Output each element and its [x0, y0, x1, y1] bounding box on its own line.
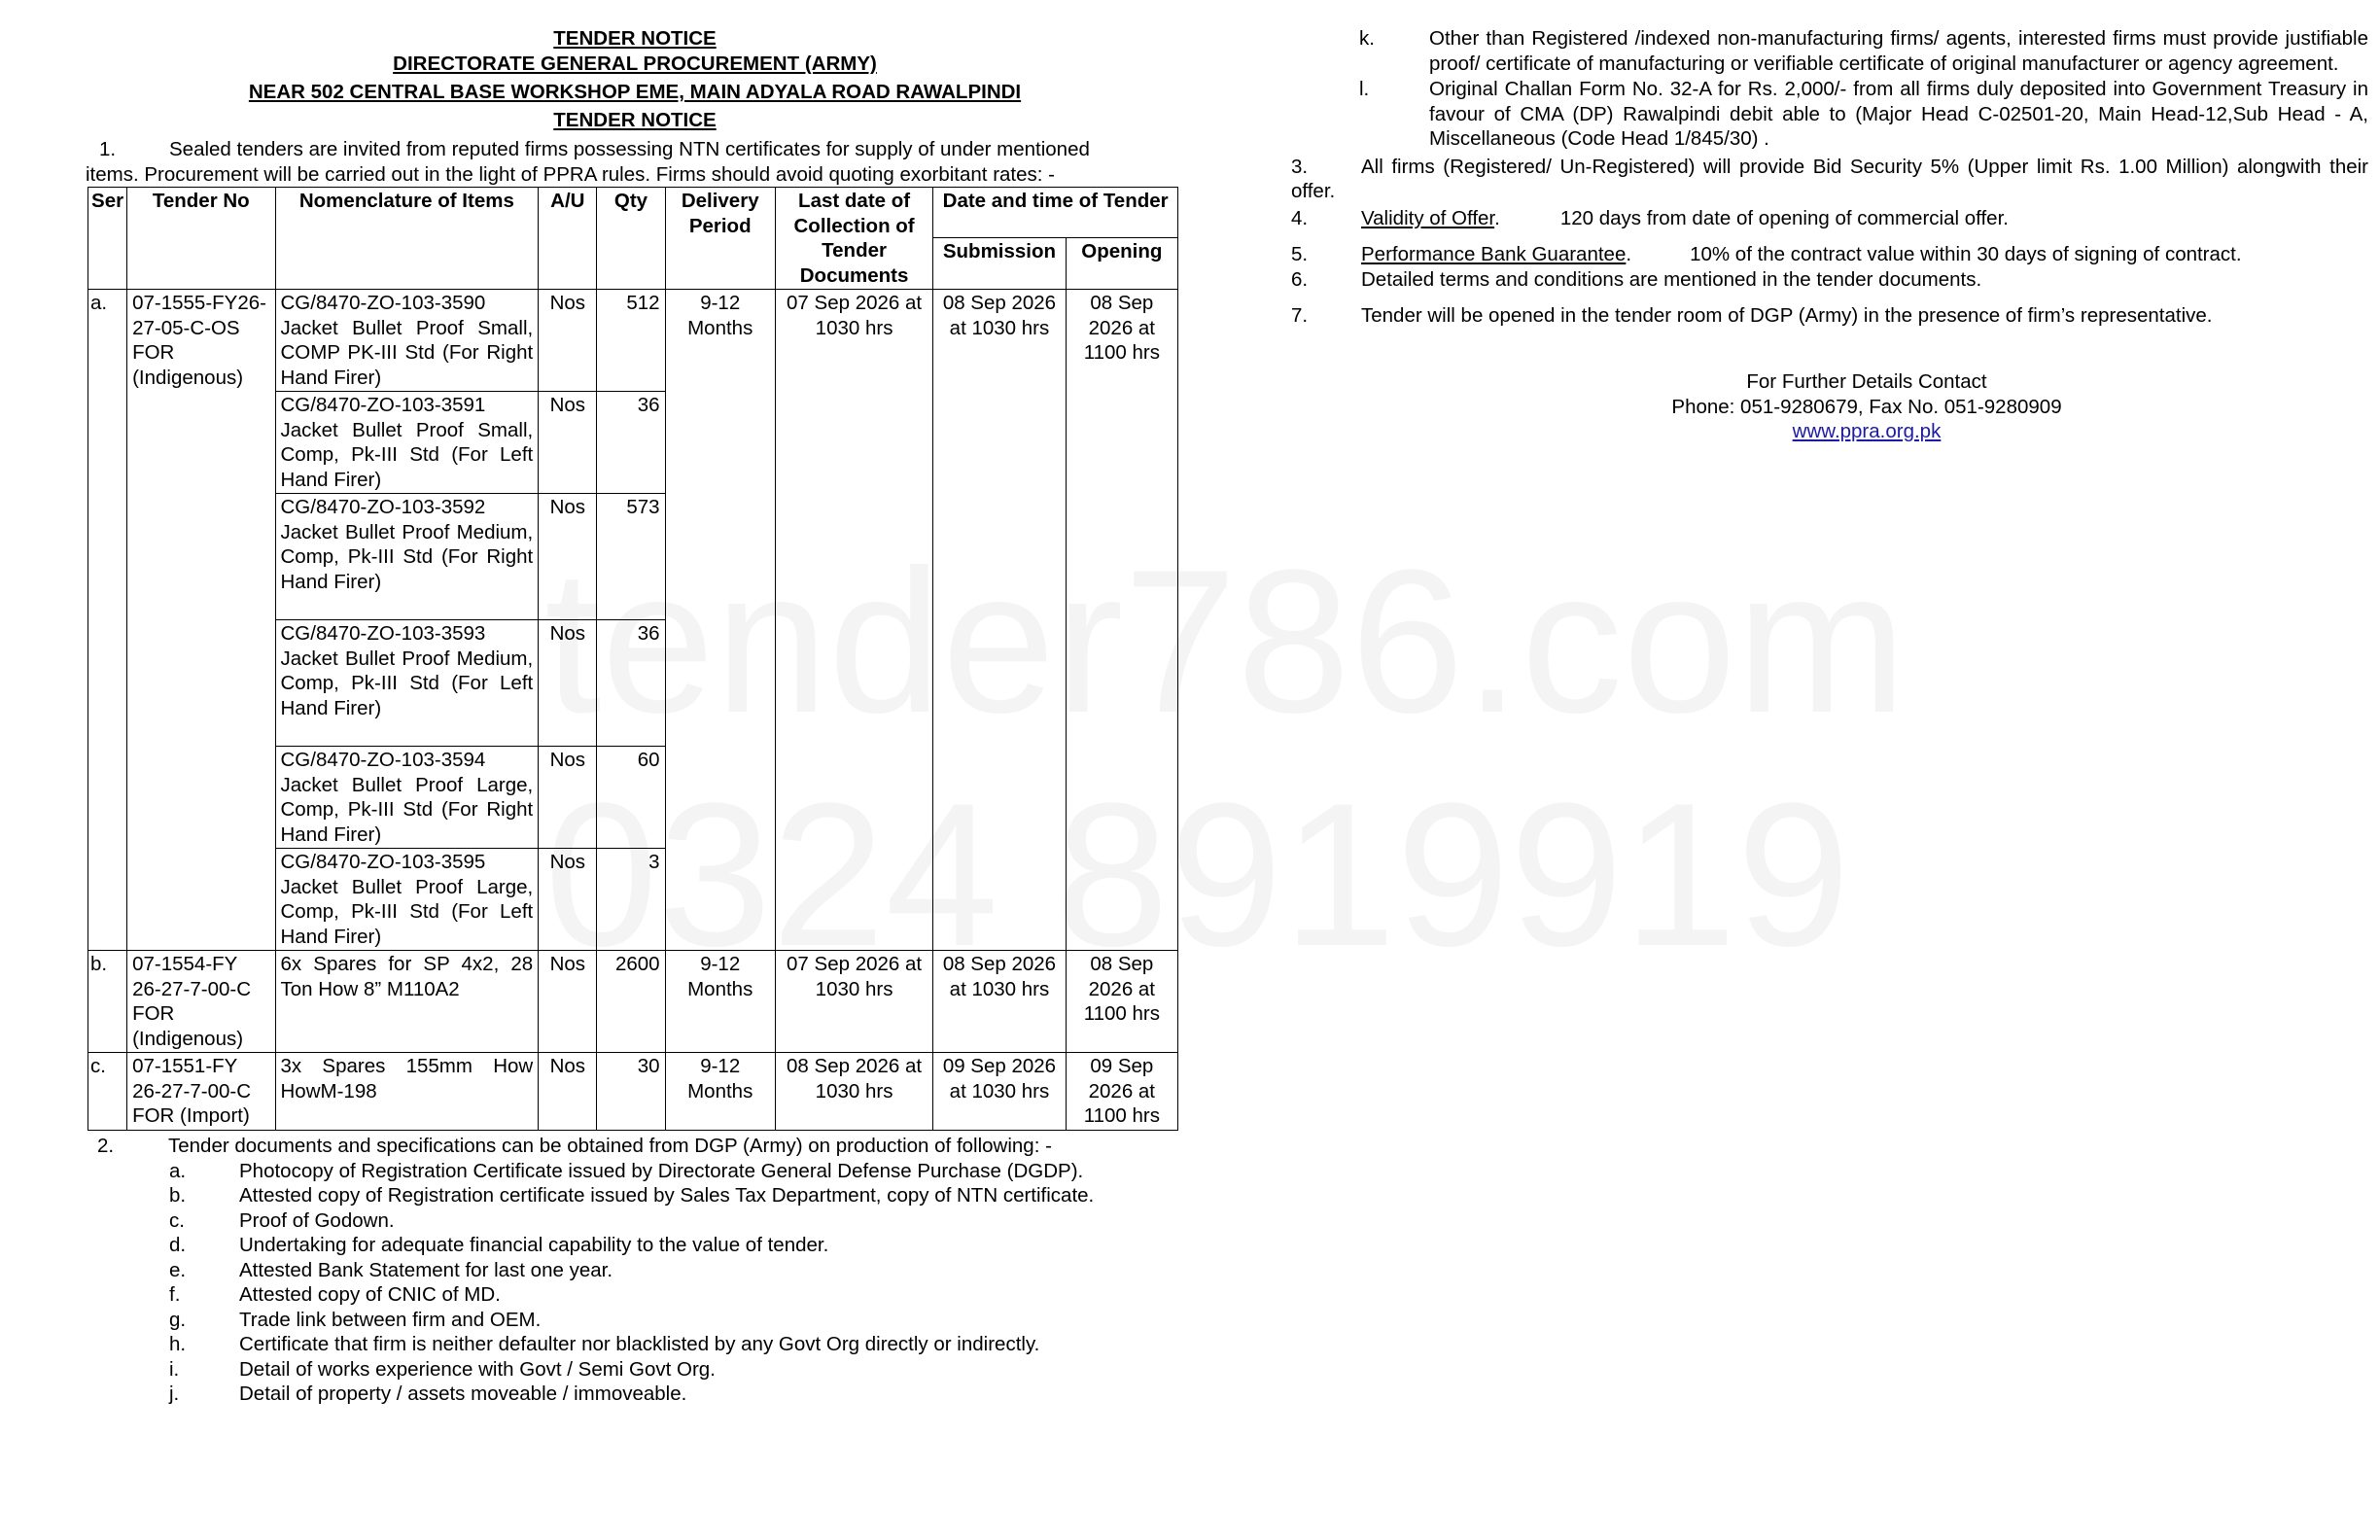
au-cell: Nos	[539, 747, 597, 849]
last-date-cell: 08 Sep 2026 at 1030 hrs	[775, 1053, 932, 1131]
list-text: Other than Registered /indexed non-manufacturing firms/ agents, interested firms must provide justifiable proof/ certificate of manufacturing or verifiable certificate of original manufacturer or agency agreement.	[1429, 27, 2368, 75]
list-text: Attested copy of CNIC of MD.	[239, 1283, 501, 1306]
list-number: j.	[169, 1382, 180, 1405]
header-delivery: Delivery Period	[665, 188, 775, 290]
qty-cell: 36	[597, 392, 665, 494]
list-text: Certificate that firm is neither defaulter nor blacklisted by any Govt Org directly or indirectly.	[239, 1333, 1040, 1355]
list-item	[1291, 267, 2368, 293]
website-link[interactable]: www.ppra.org.pk	[1792, 420, 1942, 442]
list-number: k.	[1359, 27, 1375, 50]
list-item	[97, 1282, 1186, 1308]
qty-cell: 30	[597, 1053, 665, 1131]
tender-table	[88, 187, 1178, 1131]
list-item	[1291, 155, 2368, 204]
list-item	[1291, 26, 2368, 76]
table-row	[88, 290, 1178, 392]
list-item	[97, 1382, 1186, 1407]
submission-cell: 08 Sep 2026 at 1030 hrs	[933, 290, 1066, 951]
au-cell: Nos	[539, 849, 597, 951]
list-text: All firms (Registered/ Un-Registered) will provide Bid Security 5% (Upper limit Rs. 1.00 Million) alongwith their offer.	[1291, 155, 2368, 202]
header-date-time: Date and time of Tender	[933, 188, 1178, 238]
list-text: Photocopy of Registration Certificate issued by Directorate General Defense Purchase (DGDP).	[239, 1159, 1084, 1182]
list-text: Proof of Godown.	[239, 1208, 395, 1232]
opening-cell: 08 Sep 2026 at 1100 hrs	[1066, 290, 1177, 951]
delivery-cell: 9-12 Months	[665, 1053, 775, 1131]
list-number: 3.	[1291, 155, 1309, 178]
list-label: Performance Bank Guarantee	[1361, 243, 1627, 265]
address-title: NEAR 502 CENTRAL BASE WORKSHOP EME, MAIN ADYALA ROAD RAWALPINDI	[248, 81, 1022, 103]
opening-cell: 09 Sep 2026 at 1100 hrs	[1066, 1053, 1177, 1131]
last-date-cell: 07 Sep 2026 at 1030 hrs	[775, 951, 932, 1053]
list-number: h.	[169, 1333, 187, 1355]
list-text: 10% of the contract value within 30 days of signing of contract.	[1690, 243, 2242, 265]
qty-cell: 36	[597, 620, 665, 747]
intro-number: 1.	[99, 138, 117, 160]
tender-no-cell: 07-1554-FY 26-27-7-00-C FOR (Indigenous)	[127, 951, 275, 1053]
au-cell: Nos	[539, 1053, 597, 1131]
list-text: Detailed terms and conditions are mentioned in the tender documents.	[1361, 267, 1982, 291]
list-item: 5. Performance Bank Guarantee. 10% of the contract value within 30 days of signing of contract.	[1291, 243, 2242, 265]
header-au: A/U	[539, 188, 597, 290]
table-row	[88, 951, 1178, 1053]
ser-cell: c.	[88, 1053, 127, 1131]
nomenclature-cell: CG/8470-ZO-103-3595 Jacket Bullet Proof Large, Comp, Pk-III Std (For Left Hand Firer)	[275, 849, 539, 951]
list-text: Attested copy of Registration certificate issued by Sales Tax Department, copy of NTN certificate.	[239, 1184, 1095, 1207]
list-number: 2.	[97, 1135, 115, 1157]
tender-no-cell: 07-1555-FY26-27-05-C-OS FOR (Indigenous)	[127, 290, 275, 951]
header-last-date: Last date of Collection of Tender Documents	[775, 188, 932, 290]
list-text: Undertaking for adequate financial capability to the value of tender.	[239, 1234, 829, 1256]
list-item: 4. Validity of Offer. 120 days from date of opening of commercial offer.	[1291, 206, 2009, 229]
list-item	[97, 1332, 1186, 1357]
au-cell: Nos	[539, 620, 597, 747]
list-number: c.	[169, 1208, 185, 1232]
header-opening: Opening	[1066, 238, 1177, 290]
list-item	[97, 1357, 1186, 1382]
contact-phone: Phone: 051-9280679, Fax No. 051-9280909	[1671, 395, 2062, 418]
tender-no-cell: 07-1551-FY 26-27-7-00-C FOR (Import)	[127, 1053, 275, 1131]
header-ser: Ser	[88, 188, 127, 290]
list-item	[97, 1183, 1186, 1208]
ser-cell: a.	[88, 290, 127, 951]
intro-text-line: items. Procurement will be carried out in the light of PPRA rules. Firms should avoid quoting exorbitant rates: -	[86, 162, 1055, 186]
qty-cell: 512	[597, 290, 665, 392]
intro-paragraph	[86, 137, 1179, 187]
nomenclature-cell: CG/8470-ZO-103-3593 Jacket Bullet Proof Medium, Comp, Pk-III Std (For Left Hand Firer)	[275, 620, 539, 747]
contact-heading: For Further Details Contact	[1746, 370, 1987, 393]
list-number: 5.	[1291, 243, 1309, 265]
list-item	[97, 1134, 1186, 1159]
org-title: DIRECTORATE GENERAL PROCUREMENT (ARMY)	[393, 52, 877, 75]
notice-title: TENDER NOTICE	[553, 109, 717, 131]
nomenclature-cell: CG/8470-ZO-103-3592 Jacket Bullet Proof Medium, Comp, Pk-III Std (For Right Hand Firer)	[275, 494, 539, 620]
list-item	[97, 1233, 1186, 1258]
list-number: l.	[1359, 78, 1370, 100]
list-text: Tender will be opened in the tender room of DGP (Army) in the presence of firm’s representative.	[1361, 304, 2213, 327]
header-submission: Submission	[933, 238, 1066, 290]
ser-cell: b.	[88, 951, 127, 1053]
list-text: Trade link between firm and OEM.	[239, 1308, 542, 1331]
list-item	[97, 1258, 1186, 1283]
list-text: Detail of property / assets moveable / immoveable.	[239, 1382, 687, 1405]
au-cell: Nos	[539, 290, 597, 392]
qty-cell: 2600	[597, 951, 665, 1053]
nomenclature-cell: 3x Spares 155mm How HowM-198	[275, 1053, 539, 1131]
list-text: 120 days from date of opening of commercial offer.	[1559, 206, 2009, 229]
list-number: 7.	[1291, 304, 1309, 327]
header-qty: Qty	[597, 188, 665, 290]
list-text: Attested Bank Statement for last one year.	[239, 1258, 613, 1281]
list-number: d.	[169, 1234, 187, 1256]
list-number: e.	[169, 1258, 187, 1281]
header-nomenclature: Nomenclature of Items	[275, 188, 539, 290]
nomenclature-cell: CG/8470-ZO-103-3591 Jacket Bullet Proof Small, Comp, Pk-III Std (For Left Hand Firer)	[275, 392, 539, 494]
intro-text-line: Sealed tenders are invited from reputed firms possessing NTN certificates for supply of under mentioned	[169, 138, 1090, 160]
qty-cell: 573	[597, 494, 665, 620]
submission-cell: 08 Sep 2026 at 1030 hrs	[933, 951, 1066, 1053]
list-number: a.	[169, 1159, 187, 1182]
list-item	[97, 1308, 1186, 1333]
header-tender-no: Tender No	[127, 188, 275, 290]
list-text: Original Challan Form No. 32-A for Rs. 2,000/- from all firms duly deposited into Government Treasury in favour of CMA (DP) Rawalpindi debit able to (Major Head C-02501-20, Main Head-12,Sub Head - A, Miscellaneous (Code Head 1/845/30) .	[1429, 78, 2368, 150]
right-column	[1291, 26, 2368, 329]
list-item	[1291, 77, 2368, 152]
delivery-cell: 9-12 Months	[665, 290, 775, 951]
list-number: 6.	[1291, 267, 1309, 291]
table-row	[88, 1053, 1178, 1131]
list-number: g.	[169, 1308, 187, 1331]
submission-cell: 09 Sep 2026 at 1030 hrs	[933, 1053, 1066, 1131]
au-cell: Nos	[539, 951, 597, 1053]
qty-cell: 60	[597, 747, 665, 849]
delivery-cell: 9-12 Months	[665, 951, 775, 1053]
list-item	[1291, 303, 2368, 329]
requirements-list	[97, 1134, 1186, 1407]
list-text: Tender documents and specifications can be obtained from DGP (Army) on production of following: -	[168, 1135, 1052, 1157]
list-label: Validity of Offer	[1361, 206, 1495, 229]
list-number: i.	[169, 1357, 180, 1381]
au-cell: Nos	[539, 494, 597, 620]
nomenclature-cell: 6x Spares for SP 4x2, 28 Ton How 8” M110A2	[275, 951, 539, 1053]
nomenclature-cell: CG/8470-ZO-103-3590 Jacket Bullet Proof Small, COMP PK-III Std (For Right Hand Firer)	[275, 290, 539, 392]
page-title: TENDER NOTICE	[553, 27, 717, 50]
list-number: f.	[169, 1283, 181, 1306]
list-text: Detail of works experience with Govt / Semi Govt Org.	[239, 1357, 716, 1381]
list-item	[97, 1159, 1186, 1184]
au-cell: Nos	[539, 392, 597, 494]
list-item	[97, 1208, 1186, 1234]
contact-block	[1556, 369, 2178, 444]
list-number: 4.	[1291, 206, 1309, 229]
list-number: b.	[169, 1184, 187, 1207]
qty-cell: 3	[597, 849, 665, 951]
nomenclature-cell: CG/8470-ZO-103-3594 Jacket Bullet Proof Large, Comp, Pk-III Std (For Right Hand Firer)	[275, 747, 539, 849]
last-date-cell: 07 Sep 2026 at 1030 hrs	[775, 290, 932, 951]
opening-cell: 08 Sep 2026 at 1100 hrs	[1066, 951, 1177, 1053]
